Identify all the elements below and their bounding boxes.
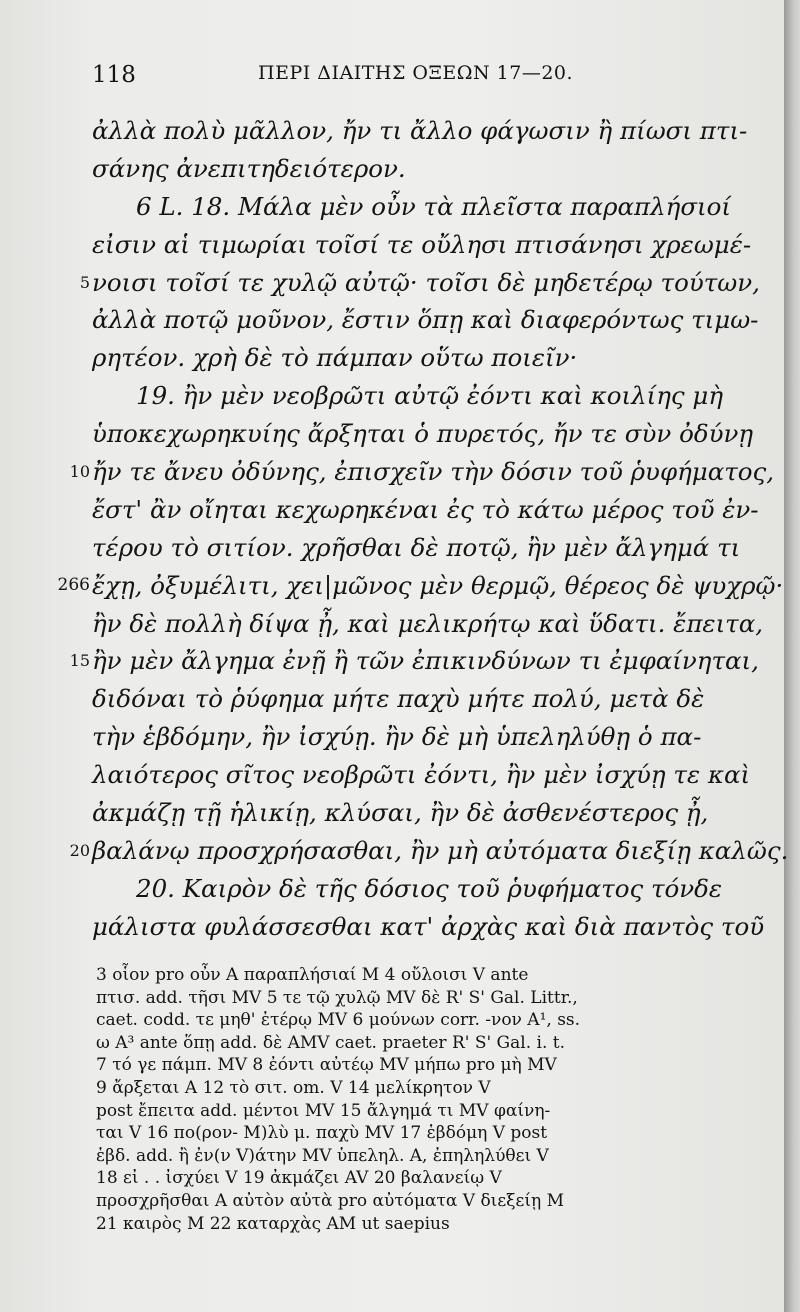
line-number: 15 (69, 651, 90, 671)
apparatus-line: 9 ἄρξεται A 12 τὸ σιτ. om. V 14 μελίκρητον V (96, 1077, 491, 1098)
line-text: διδόναι τὸ ῥύφημα μήτε παχὺ μήτε πολύ, μετὰ δὲ (92, 684, 705, 714)
running-header (92, 62, 652, 92)
text-line (92, 794, 792, 832)
line-text: ρητέον. χρὴ δὲ τὸ πάμπαν οὕτω ποιεῖν· (92, 343, 578, 373)
text-line (92, 718, 792, 756)
line-text: μάλιστα φυλάσσεσθαι κατ' ἀρχὰς καὶ διὰ παντὸς τοῦ (92, 911, 765, 941)
text-line (92, 491, 792, 529)
line-text: ἢν δὲ πολλὴ δίψα ᾖ, καὶ μελικρήτῳ καὶ ὕδατι. ἔπειτα, (92, 608, 764, 638)
line-text: ἤν τε ἄνευ ὀδύνης, ἐπισχεῖν τὴν δόσιν τοῦ ῥυφήματος, (92, 457, 775, 487)
line-number: 10 (69, 462, 90, 482)
text-line (92, 908, 792, 946)
line-text: βαλάνῳ προσχρήσασθαι, ἢν μὴ αὐτόματα διεξίῃ καλῶς. (92, 835, 789, 865)
line-text: εἰσιν αἱ τιμωρίαι τοῖσί τε οὔλησι πτισάνησι χρεωμέ- (92, 229, 752, 259)
text-line (92, 870, 792, 908)
apparatus-line: 21 καιρὸς M 22 καταρχὰς AM ut saepius (96, 1213, 450, 1234)
line-number: 5 (79, 272, 90, 292)
line-text: σάνης ἀνεπιτηδειότερον. (92, 153, 406, 183)
apparatus-line: post ἔπειτα add. μέντοι MV 15 ἄλγημά τι MV φαίνη- (96, 1100, 551, 1121)
line-text: νοισι τοῖσί τε χυλῷ αὐτῷ· τοῖσι δὲ μηδετέρῳ τούτων, (92, 267, 760, 297)
text-line (92, 112, 792, 150)
apparatus-line: 3 οἷον pro οὖν A παραπλήσιαί M 4 οὔλοισι V ante (96, 965, 529, 985)
text-line (92, 188, 792, 226)
line-text: ἀλλὰ πολὺ μᾶλλον, ἤν τι ἄλλο φάγωσιν ἢ πίωσι πτι- (92, 116, 748, 145)
text-line (92, 529, 792, 567)
text-line (92, 605, 792, 643)
text-line (92, 226, 792, 264)
text-line (92, 339, 792, 377)
line-text: ἔστ' ἂν οἴηται κεχωρηκέναι ἐς τὸ κάτω μέρος τοῦ ἐν- (92, 494, 759, 524)
line-text: 6 L. 18. Μάλα μὲν οὖν τὰ πλεῖστα παραπλήσιοί (136, 191, 732, 221)
text-line (57, 567, 792, 605)
apparatus-line: ἑβδ. add. ἢ ἐν(ν V)άτην MV ὑπεληλ. A, ἐπηληλύθει V (96, 1145, 549, 1166)
line-text: ἔχῃ, ὀξυμέλιτι, χει|μῶνος μὲν θερμῷ, θέρεος δὲ ψυχρῷ· (92, 570, 784, 600)
line-text: ὑποκεχωρηκυίης ἄρξηται ὁ πυρετός, ἤν τε σὺν ὀδύνῃ (92, 419, 754, 449)
text-line (92, 680, 792, 718)
line-text: τέρου τὸ σιτίον. χρῆσθαι δὲ ποτῷ, ἢν μὲν ἄλγημά τι (92, 532, 741, 562)
line-text: ἀλλὰ ποτῷ μοῦνον, ἔστιν ὅπῃ καὶ διαφερόντως τιμω- (92, 305, 759, 335)
text-line (69, 642, 792, 680)
line-text: 19. ἢν μὲν νεοβρῶτι αὐτῷ ἐόντι καὶ κοιλίης μὴ (136, 381, 723, 411)
text-line (69, 832, 792, 870)
text-line (79, 264, 792, 302)
line-number: 266 (57, 574, 90, 595)
apparatus-line: caet. codd. τε μηθ' ἑτέρῳ MV 6 μούνων corr. -νον A¹, ss. (96, 1010, 581, 1031)
text-line (92, 301, 792, 339)
running-title: ΠΕΡΙ ΔΙΑΙΤΗΣ ΟΞΕΩΝ 17—20. (258, 62, 574, 84)
text-line (92, 150, 792, 188)
line-text: ἢν μὲν ἄλγημα ἐνῇ ἢ τῶν ἐπικινδύνων τι ἐμφαίνηται, (92, 646, 759, 676)
line-number: 20 (69, 840, 90, 860)
line-text: ἀκμάζῃ τῇ ἡλικίῃ, κλύσαι, ἢν δὲ ἀσθενέστερος ᾖ, (92, 798, 709, 828)
page-number: 118 (92, 62, 136, 88)
text-line (69, 453, 792, 491)
text-line (92, 415, 792, 453)
line-text: λαιότερος σῖτος νεοβρῶτι ἐόντι, ἢν μὲν ἰσχύῃ τε καὶ (92, 760, 751, 790)
line-text: τὴν ἑβδόμην, ἢν ἰσχύῃ. ἢν δὲ μὴ ὑπεληλύθῃ ὁ πα- (92, 722, 702, 752)
apparatus-line: ω A³ ante ὅπῃ add. δὲ AMV caet. praeter R' S' Gal. i. t. (96, 1032, 565, 1053)
text-line (92, 756, 792, 794)
apparatus-line: ται V 16 πο(ρον- M)λὺ μ. παχὺ MV 17 ἑβδόμη V post (96, 1123, 548, 1144)
main-text (57, 112, 792, 946)
apparatus-line: προσχρῆσθαι A αὐτὸν αὐτὰ pro αὐτόματα V διεξείῃ M (96, 1190, 564, 1211)
apparatus-line: πτισ. add. τῆσι MV 5 τε τῷ χυλῷ MV δὲ R' S' Gal. Littr., (96, 987, 578, 1008)
line-text: 20. Καιρὸν δὲ τῆς δόσιος τοῦ ῥυφήματος τόνδε (136, 873, 723, 903)
apparatus-line: 18 εἰ . . ἰσχύει V 19 ἀκμάζει AV 20 βαλανείῳ V (96, 1168, 502, 1189)
apparatus-line: 7 τό γε πάμπ. MV 8 ἐόντι αὐτέῳ MV μήπω pro μὴ MV (96, 1055, 557, 1076)
critical-apparatus (96, 964, 786, 1235)
text-line (92, 377, 792, 415)
